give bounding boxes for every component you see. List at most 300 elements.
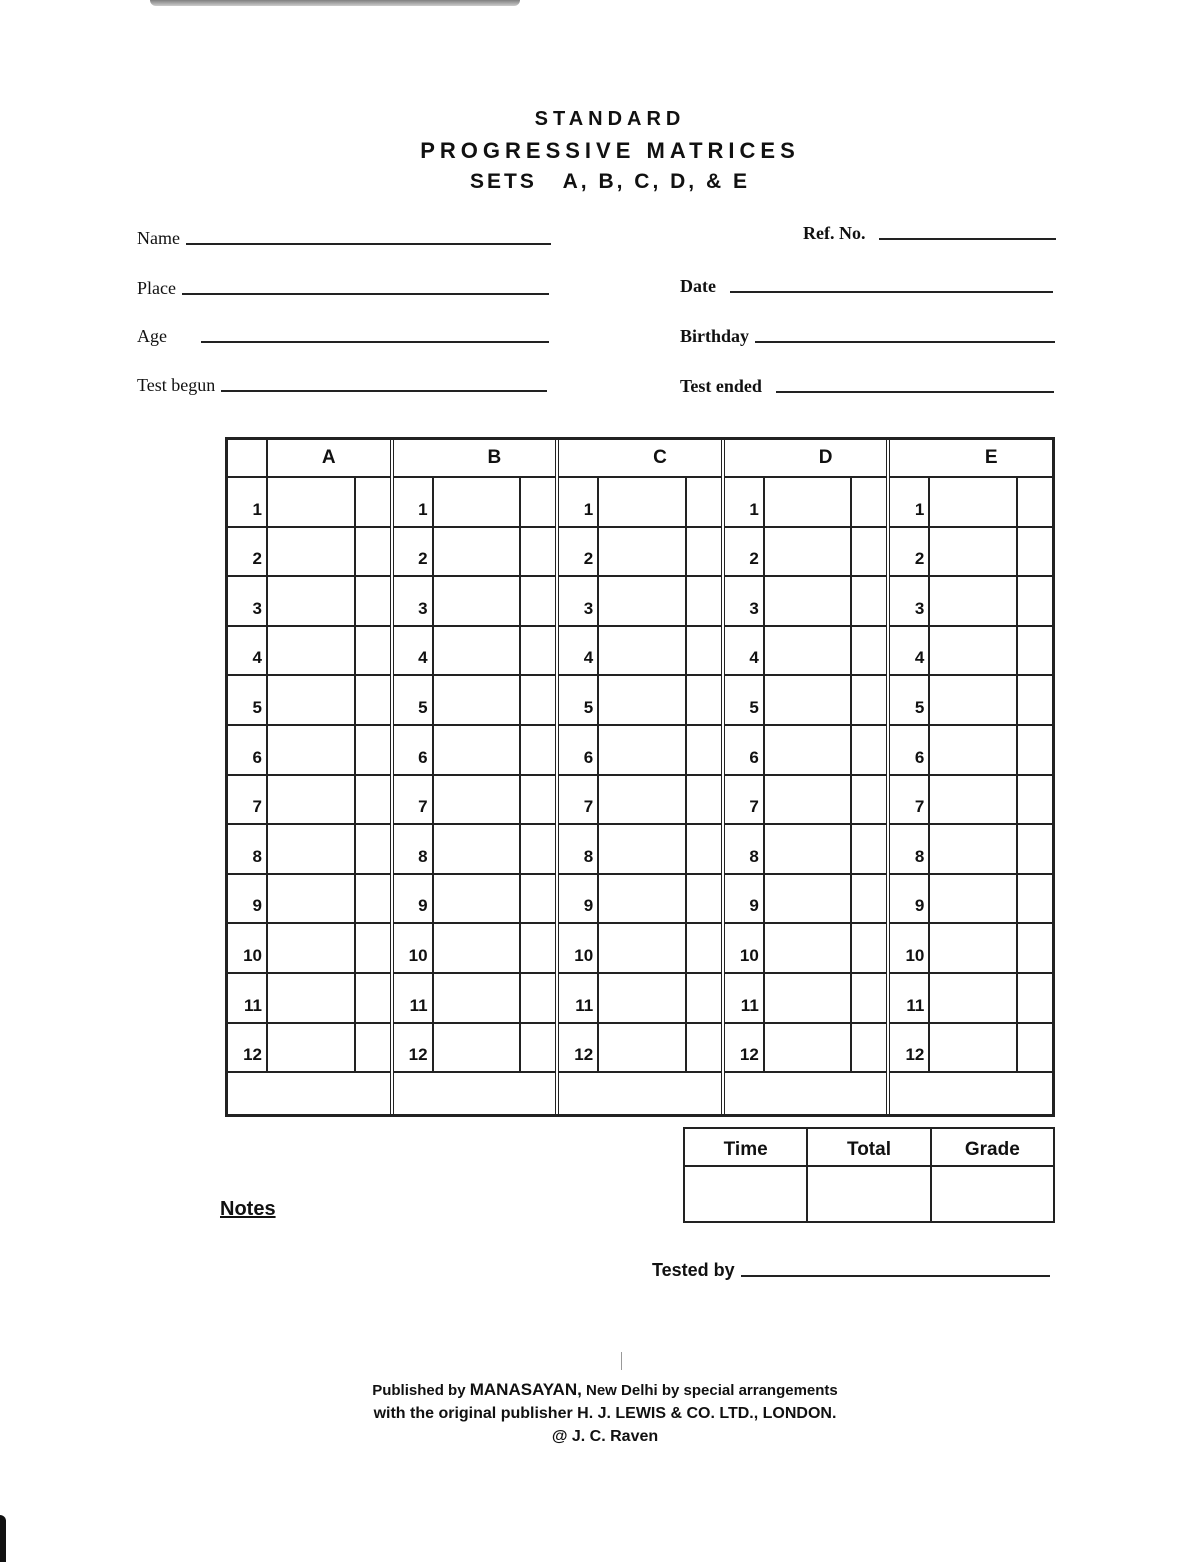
item-number: 6 xyxy=(228,726,268,774)
answer-cell[interactable] xyxy=(268,924,356,972)
mark-cell[interactable] xyxy=(521,875,555,923)
answer-cell[interactable] xyxy=(434,875,522,923)
item-number: 11 xyxy=(228,974,268,1022)
grid-row xyxy=(559,627,721,677)
answer-cell[interactable] xyxy=(765,676,853,724)
set-header xyxy=(890,440,1052,478)
mark-cell[interactable] xyxy=(1018,776,1052,824)
mark-cell[interactable] xyxy=(687,676,721,724)
item-number: 10 xyxy=(725,924,765,972)
mark-cell[interactable] xyxy=(852,875,886,923)
test-begun-field[interactable] xyxy=(137,375,547,396)
footer-brand: MANASAYAN, xyxy=(469,1380,582,1399)
answer-cell[interactable] xyxy=(599,1024,687,1072)
time-column xyxy=(685,1129,808,1221)
item-number: 3 xyxy=(725,577,765,625)
grid-row xyxy=(725,478,887,528)
grid-row xyxy=(228,627,390,677)
grid-row xyxy=(725,627,887,677)
time-cell[interactable] xyxy=(685,1167,806,1221)
title-progressive-matrices: PROGRESSIVE MATRICES xyxy=(420,138,800,163)
item-number: 6 xyxy=(559,726,599,774)
grid-row xyxy=(228,726,390,776)
item-number: 7 xyxy=(725,776,765,824)
answer-cell[interactable] xyxy=(268,528,356,576)
answer-cell[interactable] xyxy=(599,924,687,972)
item-number: 9 xyxy=(890,875,930,923)
date-label: Date xyxy=(680,276,716,296)
test-begun-line[interactable] xyxy=(221,389,547,392)
mark-cell[interactable] xyxy=(687,1024,721,1072)
item-number: 3 xyxy=(890,577,930,625)
item-number: 1 xyxy=(228,478,268,526)
mark-cell[interactable] xyxy=(521,924,555,972)
footer-arrangements: New Delhi by special arrangements xyxy=(581,1382,838,1399)
grid-row xyxy=(394,1024,556,1074)
set-header xyxy=(394,440,556,478)
answer-cell[interactable] xyxy=(268,1024,356,1072)
mark-cell[interactable] xyxy=(356,1024,390,1072)
answer-cell[interactable] xyxy=(930,776,1018,824)
answer-cell[interactable] xyxy=(930,676,1018,724)
item-number: 11 xyxy=(725,974,765,1022)
mark-cell[interactable] xyxy=(1018,726,1052,774)
footer-line-2: with the original publisher H. J. LEWIS & CO. LTD., LONDON. xyxy=(373,1405,837,1422)
grid-row xyxy=(228,776,390,826)
set-total-cell[interactable] xyxy=(559,1073,721,1114)
mark-cell[interactable] xyxy=(356,627,390,675)
answer-cell[interactable] xyxy=(434,924,522,972)
mark-cell[interactable] xyxy=(356,924,390,972)
mark-cell[interactable] xyxy=(521,528,555,576)
answer-cell[interactable] xyxy=(599,528,687,576)
set-label: D xyxy=(818,447,833,468)
item-number: 8 xyxy=(890,825,930,873)
mark-cell[interactable] xyxy=(852,924,886,972)
grid-row xyxy=(228,875,390,925)
answer-cell[interactable] xyxy=(434,528,522,576)
item-number: 8 xyxy=(228,825,268,873)
answer-cell[interactable] xyxy=(268,875,356,923)
mark-cell[interactable] xyxy=(852,974,886,1022)
mark-cell[interactable] xyxy=(521,776,555,824)
scan-edge-shadow xyxy=(150,0,520,6)
set-total-cell[interactable] xyxy=(228,1073,390,1114)
set-label: E xyxy=(984,447,998,468)
place-field[interactable] xyxy=(137,278,549,299)
mark-cell[interactable] xyxy=(356,726,390,774)
grid-row xyxy=(890,478,1052,528)
grid-row xyxy=(725,924,887,974)
answer-cell[interactable] xyxy=(930,924,1018,972)
mark-cell[interactable] xyxy=(687,924,721,972)
item-number: 3 xyxy=(394,577,434,625)
set-total-cell[interactable] xyxy=(394,1073,556,1114)
item-number: 4 xyxy=(394,627,434,675)
answer-cell[interactable] xyxy=(599,478,687,526)
answer-cell[interactable] xyxy=(930,875,1018,923)
mark-cell[interactable] xyxy=(1018,825,1052,873)
grid-row xyxy=(228,676,390,726)
grid-row xyxy=(725,676,887,726)
tested-by-line[interactable] xyxy=(741,1274,1050,1277)
mark-cell[interactable] xyxy=(852,478,886,526)
mark-cell[interactable] xyxy=(852,825,886,873)
item-number: 12 xyxy=(725,1024,765,1072)
grid-row xyxy=(228,974,390,1024)
grid-row xyxy=(559,924,721,974)
item-number: 6 xyxy=(890,726,930,774)
grid-row xyxy=(228,924,390,974)
set-total-cell[interactable] xyxy=(725,1073,887,1114)
set-c-column xyxy=(559,440,725,1114)
answer-cell[interactable] xyxy=(434,577,522,625)
place-line[interactable] xyxy=(182,292,549,295)
item-number: 12 xyxy=(228,1024,268,1072)
answer-cell[interactable] xyxy=(268,825,356,873)
mark-cell[interactable] xyxy=(1018,974,1052,1022)
grid-row xyxy=(228,577,390,627)
mark-cell[interactable] xyxy=(852,577,886,625)
item-number: 5 xyxy=(228,676,268,724)
answer-cell[interactable] xyxy=(765,974,853,1022)
item-number: 5 xyxy=(394,676,434,724)
tested-by-label: Tested by xyxy=(652,1260,735,1280)
answer-cell[interactable] xyxy=(434,627,522,675)
grid-row xyxy=(890,924,1052,974)
answer-cell[interactable] xyxy=(268,726,356,774)
answer-cell[interactable] xyxy=(930,478,1018,526)
item-number: 10 xyxy=(228,924,268,972)
mark-cell[interactable] xyxy=(1018,924,1052,972)
grid-row xyxy=(394,974,556,1024)
item-number: 1 xyxy=(890,478,930,526)
answer-cell[interactable] xyxy=(268,776,356,824)
answer-cell[interactable] xyxy=(434,1024,522,1072)
item-number: 1 xyxy=(559,478,599,526)
item-number: 9 xyxy=(725,875,765,923)
grid-row xyxy=(725,875,887,925)
grid-row xyxy=(394,676,556,726)
grid-row xyxy=(394,627,556,677)
answer-cell[interactable] xyxy=(930,1024,1018,1072)
mark-cell[interactable] xyxy=(521,676,555,724)
item-number: 12 xyxy=(394,1024,434,1072)
item-number: 2 xyxy=(725,528,765,576)
set-header-corner xyxy=(394,440,434,476)
grid-row xyxy=(559,478,721,528)
mark-cell[interactable] xyxy=(356,776,390,824)
item-number: 6 xyxy=(394,726,434,774)
mark-cell[interactable] xyxy=(356,577,390,625)
answer-cell[interactable] xyxy=(268,478,356,526)
item-number: 11 xyxy=(394,974,434,1022)
answer-cell[interactable] xyxy=(765,1024,853,1072)
grid-row xyxy=(559,875,721,925)
grid-row xyxy=(394,875,556,925)
grid-row xyxy=(559,974,721,1024)
item-number: 7 xyxy=(559,776,599,824)
mark-cell[interactable] xyxy=(852,627,886,675)
ref-no-label: Ref. No. xyxy=(803,223,866,243)
grid-row xyxy=(725,577,887,627)
answer-grid xyxy=(225,437,1055,1117)
item-number: 7 xyxy=(394,776,434,824)
mark-cell[interactable] xyxy=(1018,528,1052,576)
grid-row xyxy=(228,1024,390,1074)
grid-row xyxy=(890,627,1052,677)
mark-cell[interactable] xyxy=(687,577,721,625)
item-number: 8 xyxy=(559,825,599,873)
answer-cell[interactable] xyxy=(434,825,522,873)
test-ended-label: Test ended xyxy=(680,376,762,396)
item-number: 7 xyxy=(890,776,930,824)
ref-no-line[interactable] xyxy=(879,237,1056,240)
grid-row xyxy=(559,676,721,726)
answer-cell[interactable] xyxy=(765,726,853,774)
answer-cell[interactable] xyxy=(930,627,1018,675)
test-ended-field[interactable] xyxy=(680,376,1054,397)
test-ended-line[interactable] xyxy=(776,390,1054,393)
grid-row xyxy=(228,825,390,875)
item-number: 3 xyxy=(228,577,268,625)
answer-cell[interactable] xyxy=(930,825,1018,873)
answer-cell[interactable] xyxy=(434,974,522,1022)
mark-cell[interactable] xyxy=(852,726,886,774)
set-e-column xyxy=(890,440,1052,1114)
answer-cell[interactable] xyxy=(434,478,522,526)
date-field[interactable] xyxy=(680,276,1053,297)
place-label: Place xyxy=(137,278,176,298)
mark-cell[interactable] xyxy=(1018,577,1052,625)
mark-cell[interactable] xyxy=(687,528,721,576)
set-label: B xyxy=(487,447,502,468)
grade-column xyxy=(932,1129,1053,1221)
footer-published-by: Published by xyxy=(372,1382,470,1399)
mark-cell[interactable] xyxy=(521,627,555,675)
birthday-field[interactable] xyxy=(680,326,1055,347)
answer-cell[interactable] xyxy=(599,776,687,824)
item-number: 12 xyxy=(559,1024,599,1072)
name-field[interactable] xyxy=(137,228,551,249)
grade-cell[interactable] xyxy=(932,1167,1053,1221)
grid-row xyxy=(890,528,1052,578)
mark-cell[interactable] xyxy=(687,726,721,774)
set-d-column xyxy=(725,440,891,1114)
grid-row xyxy=(559,825,721,875)
name-line[interactable] xyxy=(186,242,551,245)
item-number: 12 xyxy=(890,1024,930,1072)
mark-cell[interactable] xyxy=(852,676,886,724)
item-number: 11 xyxy=(890,974,930,1022)
age-label: Age xyxy=(137,326,167,346)
mark-cell[interactable] xyxy=(521,577,555,625)
item-number: 9 xyxy=(394,875,434,923)
set-label: C xyxy=(653,447,667,468)
item-number: 8 xyxy=(394,825,434,873)
answer-cell[interactable] xyxy=(765,478,853,526)
grid-row xyxy=(228,528,390,578)
mark-cell[interactable] xyxy=(852,1024,886,1072)
mark-cell[interactable] xyxy=(356,528,390,576)
set-header xyxy=(228,440,390,478)
summary-table xyxy=(683,1127,1055,1223)
item-number: 1 xyxy=(725,478,765,526)
item-number: 4 xyxy=(890,627,930,675)
answer-cell[interactable] xyxy=(434,726,522,774)
mark-cell[interactable] xyxy=(1018,875,1052,923)
grid-row xyxy=(559,577,721,627)
item-number: 10 xyxy=(394,924,434,972)
item-number: 2 xyxy=(394,528,434,576)
title-sets: SETS A, B, C, D, & E xyxy=(470,170,750,193)
answer-cell[interactable] xyxy=(268,627,356,675)
set-header xyxy=(559,440,721,478)
grid-row xyxy=(559,1024,721,1074)
item-number: 2 xyxy=(559,528,599,576)
mark-cell[interactable] xyxy=(521,478,555,526)
item-number: 10 xyxy=(890,924,930,972)
date-line[interactable] xyxy=(730,290,1053,293)
answer-cell[interactable] xyxy=(599,726,687,774)
mark-cell[interactable] xyxy=(521,825,555,873)
grid-row xyxy=(725,825,887,875)
grid-row xyxy=(890,875,1052,925)
grid-row xyxy=(559,726,721,776)
total-cell[interactable] xyxy=(808,1167,929,1221)
grid-row xyxy=(559,776,721,826)
age-line[interactable] xyxy=(201,340,549,343)
tested-by-field[interactable] xyxy=(652,1260,1050,1281)
mark-cell[interactable] xyxy=(521,1024,555,1072)
set-a-column xyxy=(228,440,394,1114)
birthday-label: Birthday xyxy=(680,326,750,346)
mark-cell[interactable] xyxy=(521,726,555,774)
mark-cell[interactable] xyxy=(356,875,390,923)
answer-cell[interactable] xyxy=(765,825,853,873)
answer-cell[interactable] xyxy=(599,627,687,675)
answer-cell[interactable] xyxy=(268,577,356,625)
item-number: 4 xyxy=(559,627,599,675)
scan-corner-mark xyxy=(0,1515,6,1562)
mark-cell[interactable] xyxy=(356,825,390,873)
answer-cell[interactable] xyxy=(930,974,1018,1022)
grid-row xyxy=(394,577,556,627)
grid-row xyxy=(725,1024,887,1074)
answer-cell[interactable] xyxy=(268,974,356,1022)
birthday-line[interactable] xyxy=(755,340,1055,343)
footer-line-1 xyxy=(300,1378,910,1402)
item-number: 9 xyxy=(228,875,268,923)
total-header: Total xyxy=(808,1129,929,1167)
mark-cell[interactable] xyxy=(1018,1024,1052,1072)
mark-cell[interactable] xyxy=(1018,478,1052,526)
mark-cell[interactable] xyxy=(687,627,721,675)
answer-cell[interactable] xyxy=(434,676,522,724)
set-label: A xyxy=(321,447,336,468)
set-total-cell[interactable] xyxy=(890,1073,1052,1114)
mark-cell[interactable] xyxy=(687,478,721,526)
name-label: Name xyxy=(137,228,180,248)
grid-row xyxy=(394,924,556,974)
item-number: 8 xyxy=(725,825,765,873)
answer-cell[interactable] xyxy=(765,627,853,675)
ref-no-field[interactable] xyxy=(803,223,1056,244)
answer-cell[interactable] xyxy=(599,676,687,724)
grid-row xyxy=(890,577,1052,627)
mark-cell[interactable] xyxy=(356,676,390,724)
answer-cell[interactable] xyxy=(765,577,853,625)
item-number: 5 xyxy=(725,676,765,724)
item-number: 1 xyxy=(394,478,434,526)
set-header-corner xyxy=(228,440,268,476)
answer-cell[interactable] xyxy=(930,528,1018,576)
grid-row xyxy=(725,776,887,826)
grid-row xyxy=(890,825,1052,875)
mark-cell[interactable] xyxy=(687,776,721,824)
answer-cell[interactable] xyxy=(765,528,853,576)
answer-cell[interactable] xyxy=(599,825,687,873)
mark-cell[interactable] xyxy=(1018,676,1052,724)
answer-cell[interactable] xyxy=(765,924,853,972)
answer-cell[interactable] xyxy=(434,776,522,824)
answer-cell[interactable] xyxy=(599,577,687,625)
mark-cell[interactable] xyxy=(687,974,721,1022)
item-number: 4 xyxy=(228,627,268,675)
grid-row xyxy=(394,776,556,826)
set-header-corner xyxy=(890,440,930,476)
answer-cell[interactable] xyxy=(765,776,853,824)
mark-cell[interactable] xyxy=(356,478,390,526)
grid-row xyxy=(890,726,1052,776)
item-number: 5 xyxy=(890,676,930,724)
mark-cell[interactable] xyxy=(1018,627,1052,675)
answer-cell[interactable] xyxy=(930,577,1018,625)
grid-row xyxy=(725,726,887,776)
grid-row xyxy=(725,528,887,578)
answer-cell[interactable] xyxy=(930,726,1018,774)
answer-cell[interactable] xyxy=(765,875,853,923)
total-column xyxy=(808,1129,931,1221)
publisher-footer xyxy=(300,1378,910,1448)
age-field[interactable] xyxy=(137,326,549,347)
mark-cell[interactable] xyxy=(852,528,886,576)
item-number: 5 xyxy=(559,676,599,724)
answer-cell[interactable] xyxy=(268,676,356,724)
mark-cell[interactable] xyxy=(521,974,555,1022)
grid-row xyxy=(890,974,1052,1024)
set-header-corner xyxy=(559,440,599,476)
test-begun-label: Test begun xyxy=(137,375,216,395)
mark-cell[interactable] xyxy=(356,974,390,1022)
item-number: 2 xyxy=(890,528,930,576)
mark-cell[interactable] xyxy=(687,875,721,923)
item-number: 7 xyxy=(228,776,268,824)
set-header xyxy=(725,440,887,478)
item-number: 11 xyxy=(559,974,599,1022)
grid-row xyxy=(228,478,390,528)
grid-row xyxy=(394,528,556,578)
mark-cell[interactable] xyxy=(852,776,886,824)
title-standard: STANDARD xyxy=(534,108,686,130)
grid-row xyxy=(890,676,1052,726)
answer-cell[interactable] xyxy=(599,974,687,1022)
mark-cell[interactable] xyxy=(687,825,721,873)
scan-tick-mark xyxy=(621,1352,622,1370)
grade-header: Grade xyxy=(932,1129,1053,1167)
grid-row xyxy=(559,528,721,578)
answer-cell[interactable] xyxy=(599,875,687,923)
